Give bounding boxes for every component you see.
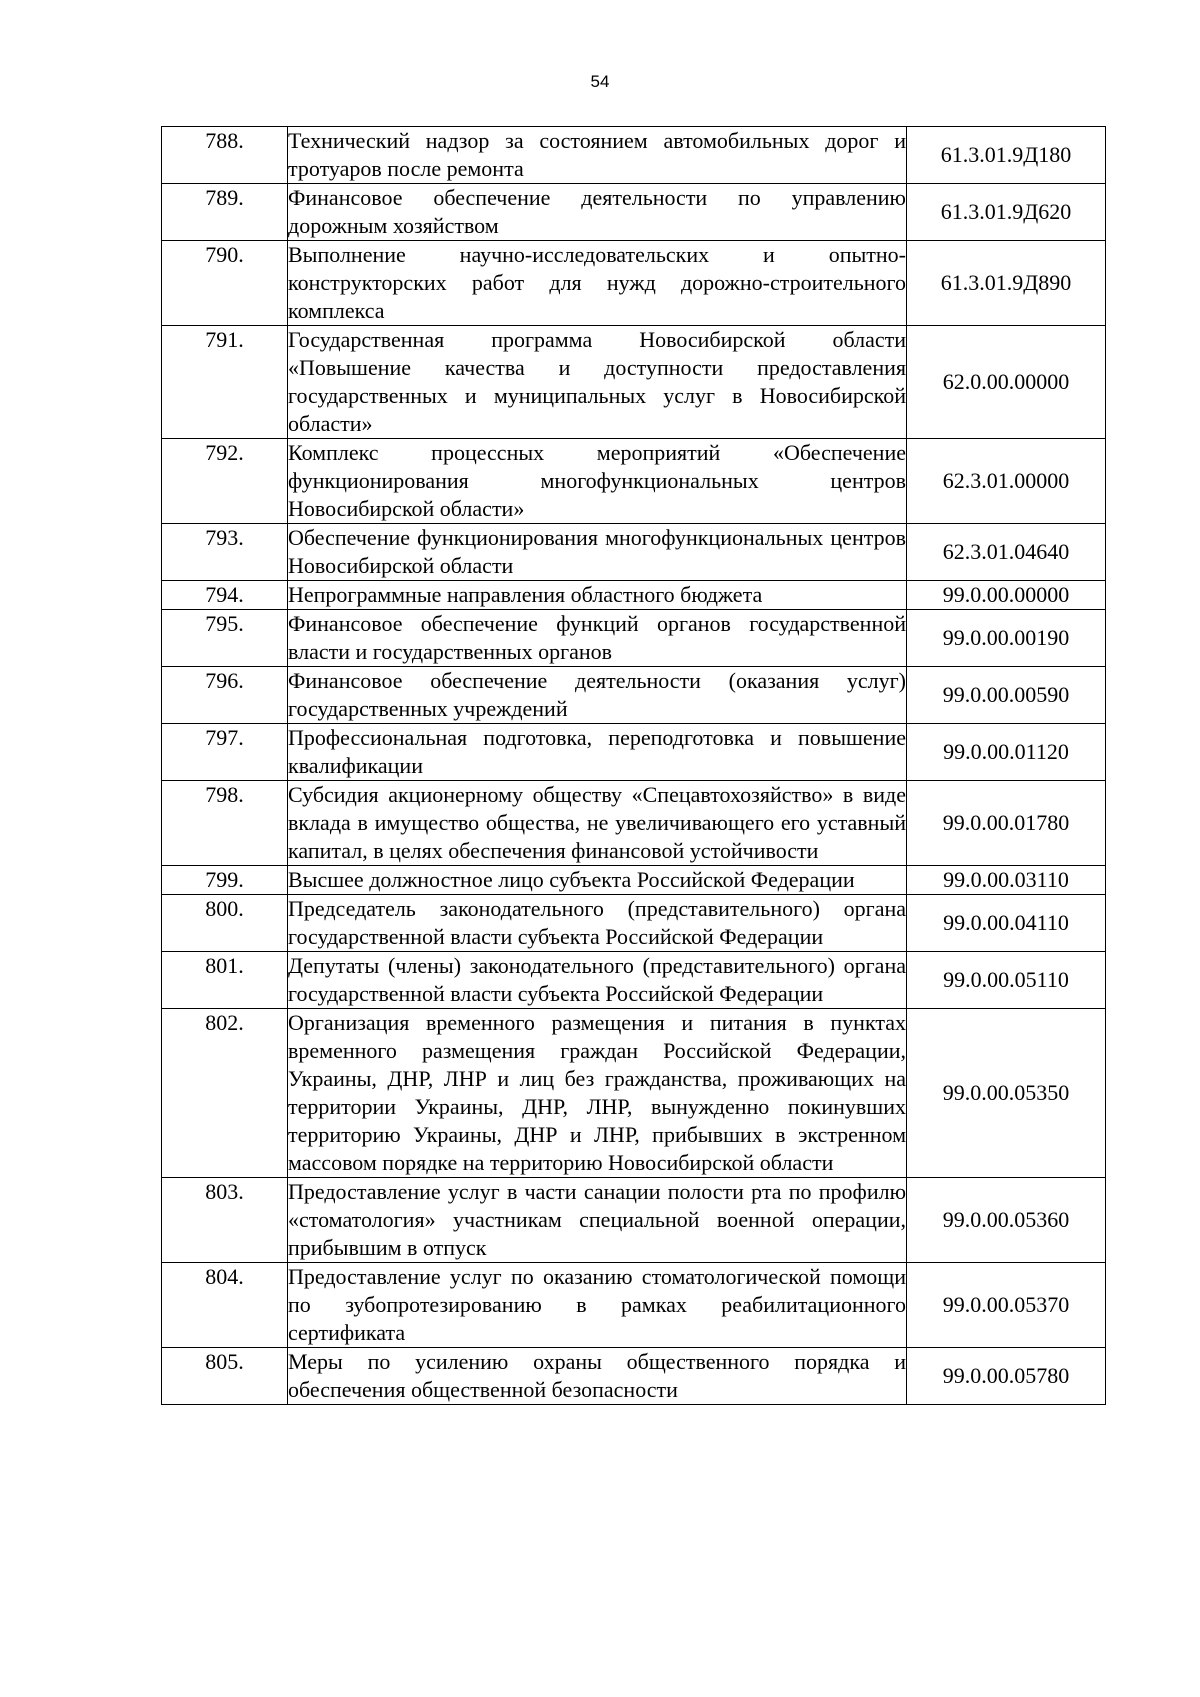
- table-row: [162, 127, 1106, 184]
- row-code: 99.0.00.05350: [942, 1080, 1070, 1105]
- row-number-cell: [162, 581, 288, 610]
- row-name: Субсидия акционерному обществу «Спецавтохозяйство» в виде вклада в имущество общества, не увеличивающего его уставный капитал, в целях обеспечения финансовой устойчивости: [288, 782, 906, 863]
- row-number: 801.: [205, 953, 244, 978]
- row-name-cell: [288, 1348, 907, 1405]
- row-name: Предоставление услуг в части санации полости рта по профилю «стоматология» участникам специальной военной операции, прибывшим в отпуск: [288, 1179, 906, 1260]
- row-code: 99.0.00.05110: [943, 967, 1069, 992]
- row-code-cell: [907, 1263, 1106, 1348]
- row-number-cell: [162, 1263, 288, 1348]
- row-code: 99.0.00.00590: [942, 682, 1070, 707]
- row-name-cell: [288, 895, 907, 952]
- row-code: 99.0.00.00000: [942, 582, 1070, 607]
- row-name: Высшее должностное лицо субъекта Российской Федерации: [288, 867, 855, 892]
- row-code-cell: [907, 895, 1106, 952]
- row-name: Технический надзор за состоянием автомобильных дорог и тротуаров после ремонта: [288, 128, 906, 181]
- row-number: 795.: [205, 611, 244, 636]
- row-name: Финансовое обеспечение деятельности (оказания услуг) государственных учреждений: [288, 668, 906, 721]
- row-code-cell: [907, 581, 1106, 610]
- row-name-cell: [288, 524, 907, 581]
- row-code-cell: [907, 610, 1106, 667]
- row-number-cell: [162, 724, 288, 781]
- row-number-cell: [162, 184, 288, 241]
- table-row: [162, 866, 1106, 895]
- row-number-cell: [162, 866, 288, 895]
- table-row: [162, 610, 1106, 667]
- row-number: 805.: [205, 1349, 244, 1374]
- row-name: Предоставление услуг по оказанию стоматологической помощи по зубопротезированию в рамках реабилитационного сертификата: [288, 1264, 906, 1345]
- row-name: Выполнение научно-исследовательских и опытно-конструкторских работ для нужд дорожно-строительного комплекса: [288, 242, 906, 323]
- row-name-cell: [288, 1009, 907, 1178]
- row-name-cell: [288, 241, 907, 326]
- row-name-cell: [288, 667, 907, 724]
- row-code: 99.0.00.05370: [942, 1292, 1070, 1317]
- row-code: 99.0.00.00190: [942, 625, 1070, 650]
- row-number-cell: [162, 667, 288, 724]
- row-number-cell: [162, 952, 288, 1009]
- row-number: 804.: [205, 1264, 244, 1289]
- table-row: [162, 1009, 1106, 1178]
- row-code-cell: [907, 952, 1106, 1009]
- row-code: 99.0.00.04110: [943, 910, 1069, 935]
- row-name: Финансовое обеспечение функций органов государственной власти и государственных органов: [288, 611, 906, 664]
- row-name-cell: [288, 184, 907, 241]
- row-number: 794.: [205, 582, 244, 607]
- row-number-cell: [162, 326, 288, 439]
- table-row: [162, 581, 1106, 610]
- row-number: 799.: [205, 867, 244, 892]
- table-row: [162, 781, 1106, 866]
- row-name: Меры по усилению охраны общественного порядка и обеспечения общественной безопасности: [288, 1349, 906, 1402]
- row-number-cell: [162, 1348, 288, 1405]
- row-number: 802.: [205, 1010, 244, 1035]
- row-name: Обеспечение функционирования многофункциональных центров Новосибирской области: [288, 525, 906, 578]
- table-row: [162, 1348, 1106, 1405]
- row-number-cell: [162, 439, 288, 524]
- row-name-cell: [288, 326, 907, 439]
- table-row: [162, 952, 1106, 1009]
- row-number: 800.: [205, 896, 244, 921]
- table-row: [162, 241, 1106, 326]
- row-code-cell: [907, 127, 1106, 184]
- page-number: 54: [590, 72, 610, 91]
- row-code-cell: [907, 1009, 1106, 1178]
- row-code-cell: [907, 439, 1106, 524]
- table-body: [162, 127, 1106, 1405]
- row-number-cell: [162, 1009, 288, 1178]
- row-name: Председатель законодательного (представительного) органа государственной власти субъекта Российской Федерации: [288, 896, 906, 949]
- row-code-cell: [907, 781, 1106, 866]
- table-row: [162, 326, 1106, 439]
- row-name-cell: [288, 952, 907, 1009]
- table-row: [162, 895, 1106, 952]
- row-number: 789.: [205, 185, 244, 210]
- row-code-cell: [907, 667, 1106, 724]
- table-row: [162, 1263, 1106, 1348]
- row-code: 99.0.00.01780: [942, 810, 1070, 835]
- row-name-cell: [288, 724, 907, 781]
- row-code-cell: [907, 326, 1106, 439]
- row-code: 99.0.00.01120: [943, 739, 1069, 764]
- row-code-cell: [907, 524, 1106, 581]
- row-number: 790.: [205, 242, 244, 267]
- row-code: 61.3.01.9Д180: [940, 142, 1072, 167]
- row-name-cell: [288, 610, 907, 667]
- row-number-cell: [162, 781, 288, 866]
- row-code-cell: [907, 184, 1106, 241]
- row-number: 798.: [205, 782, 244, 807]
- row-number-cell: [162, 895, 288, 952]
- table-row: [162, 439, 1106, 524]
- row-code: 62.3.01.00000: [942, 468, 1070, 493]
- row-name: Непрограммные направления областного бюджета: [288, 582, 763, 607]
- row-code: 99.0.00.05780: [942, 1363, 1070, 1388]
- row-number-cell: [162, 127, 288, 184]
- row-name: Организация временного размещения и питания в пунктах временного размещения граждан Российской Федерации, Украины, ДНР, ЛНР и лиц без гражданства, проживающих на территории Украины, ДНР, ЛНР, вынужденно покинувших территорию Украины, ДНР и ЛНР, прибывших в экстренном массовом порядке на территорию Новосибирской области: [288, 1010, 906, 1175]
- row-code: 62.0.00.00000: [942, 369, 1070, 394]
- row-code: 61.3.01.9Д890: [940, 270, 1072, 295]
- row-name: Комплекс процессных мероприятий «Обеспечение функционирования многофункциональных центров Новосибирской области»: [288, 440, 906, 521]
- table-row: [162, 524, 1106, 581]
- row-number: 788.: [205, 128, 244, 153]
- row-name-cell: [288, 127, 907, 184]
- row-name: Депутаты (члены) законодательного (представительного) органа государственной власти субъекта Российской Федерации: [288, 953, 906, 1006]
- row-number: 792.: [205, 440, 244, 465]
- row-name-cell: [288, 1178, 907, 1263]
- row-code-cell: [907, 866, 1106, 895]
- row-number: 791.: [205, 327, 244, 352]
- row-name-cell: [288, 866, 907, 895]
- table-row: [162, 667, 1106, 724]
- row-code: 62.3.01.04640: [942, 539, 1070, 564]
- row-name-cell: [288, 439, 907, 524]
- budget-classification-table: [161, 126, 1106, 1405]
- row-number-cell: [162, 610, 288, 667]
- row-code-cell: [907, 1178, 1106, 1263]
- row-number: 803.: [205, 1179, 244, 1204]
- row-code-cell: [907, 1348, 1106, 1405]
- table-row: [162, 184, 1106, 241]
- row-number: 793.: [205, 525, 244, 550]
- row-code-cell: [907, 724, 1106, 781]
- row-name: Финансовое обеспечение деятельности по управлению дорожным хозяйством: [288, 185, 906, 238]
- table-row: [162, 724, 1106, 781]
- row-code: 99.0.00.05360: [942, 1207, 1070, 1232]
- row-code: 61.3.01.9Д620: [940, 199, 1072, 224]
- row-number-cell: [162, 524, 288, 581]
- row-code-cell: [907, 241, 1106, 326]
- row-number-cell: [162, 241, 288, 326]
- row-number: 796.: [205, 668, 244, 693]
- table-row: [162, 1178, 1106, 1263]
- row-name: Государственная программа Новосибирской области «Повышение качества и доступности предоставления государственных и муниципальных услуг в Новосибирской области»: [288, 327, 906, 436]
- row-number: 797.: [205, 725, 244, 750]
- row-number-cell: [162, 1178, 288, 1263]
- row-code: 99.0.00.03110: [943, 867, 1069, 892]
- row-name-cell: [288, 1263, 907, 1348]
- row-name-cell: [288, 581, 907, 610]
- row-name: Профессиональная подготовка, переподготовка и повышение квалификации: [288, 725, 906, 778]
- row-name-cell: [288, 781, 907, 866]
